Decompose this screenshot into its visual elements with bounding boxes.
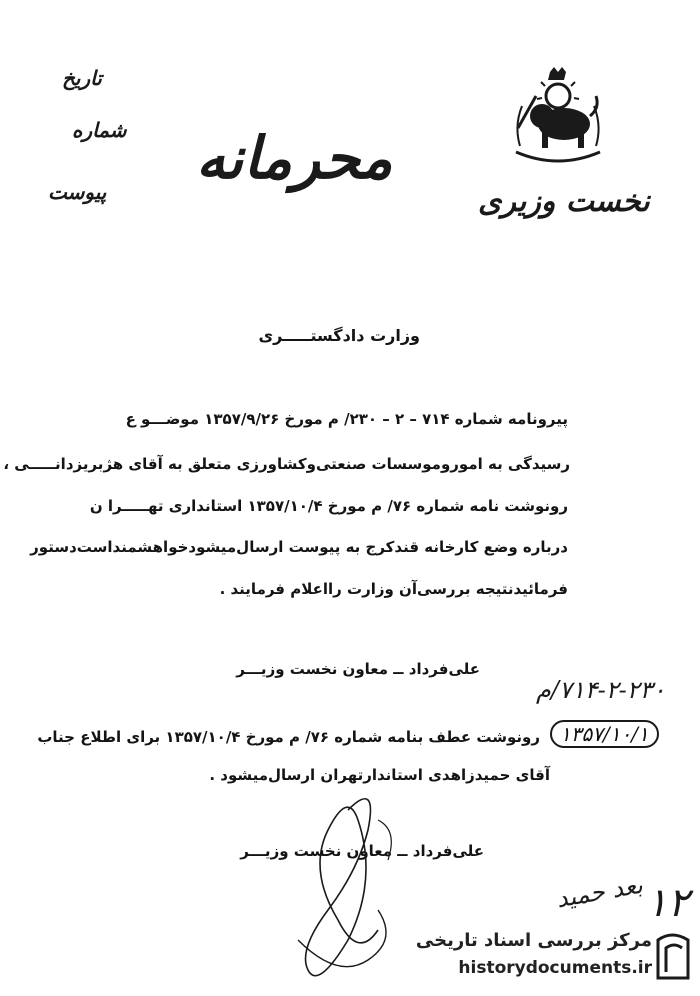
recipient: وزارت دادگستـــــری <box>258 326 420 345</box>
copy-line: رونوشت عطف بنامه شماره ۷۶/ م مورخ ۱۳۵۷/۱۰/۴ برای اطلاع جناب <box>37 728 540 746</box>
watermark <box>392 924 692 990</box>
body-line: پیرونامه شماره ۷۱۴ – ۲ – ۲۳۰/ م مورخ ۱۳۵۷/۹/۲۶ موضـــو ع <box>125 410 568 428</box>
watermark-logo-icon <box>654 932 692 982</box>
office-name: نخست وزیری <box>478 184 650 219</box>
page-title: محرمانه <box>196 124 393 192</box>
attachment-label: پیوست <box>48 180 107 204</box>
watermark-site: historydocuments.ir <box>458 958 652 978</box>
watermark-org: مرکز بررسی اسناد تاریخی <box>415 930 652 951</box>
signature-line: علی‌فرداد ــ معاون نخست وزیـــر <box>236 660 480 678</box>
handwritten-note: بعد حمید <box>554 870 645 914</box>
number-label: شماره <box>72 118 127 142</box>
handwritten-reference: ۷۱۴-۲-۲۳۰/م <box>536 676 666 704</box>
handwritten-date: ۱۳۵۷/۱۰/۱ <box>550 720 659 748</box>
body-line: فرمائیدنتیجه بررسی‌آن وزارت رااعلام فرمایند . <box>219 580 568 598</box>
handwritten-mark-icon: ١٢ <box>646 880 689 926</box>
signature-line: علی‌فرداد ــ معاون نخست وزیـــر <box>240 842 484 860</box>
copy-line: آقای حمیدزاهدی استاندارتهران ارسال‌میشود . <box>209 766 550 784</box>
lion-and-sun-emblem-icon <box>508 66 608 166</box>
date-label: تاریخ <box>62 66 102 90</box>
body-line: درباره وضع کارخانه قندکرج به پیوست ارسال‌میشودخواهشمنداست‌دستور <box>30 538 568 556</box>
body-line: رونوشت نامه شماره ۷۶/ م مورخ ۱۳۵۷/۱۰/۴ استانداری تهـــــرا ن <box>89 497 568 515</box>
body-line: رسیدگی به اموروموسسات صنعتی‌وکشاورزی متعلق به آقای هژبریزدانـــــی ، <box>3 455 570 473</box>
